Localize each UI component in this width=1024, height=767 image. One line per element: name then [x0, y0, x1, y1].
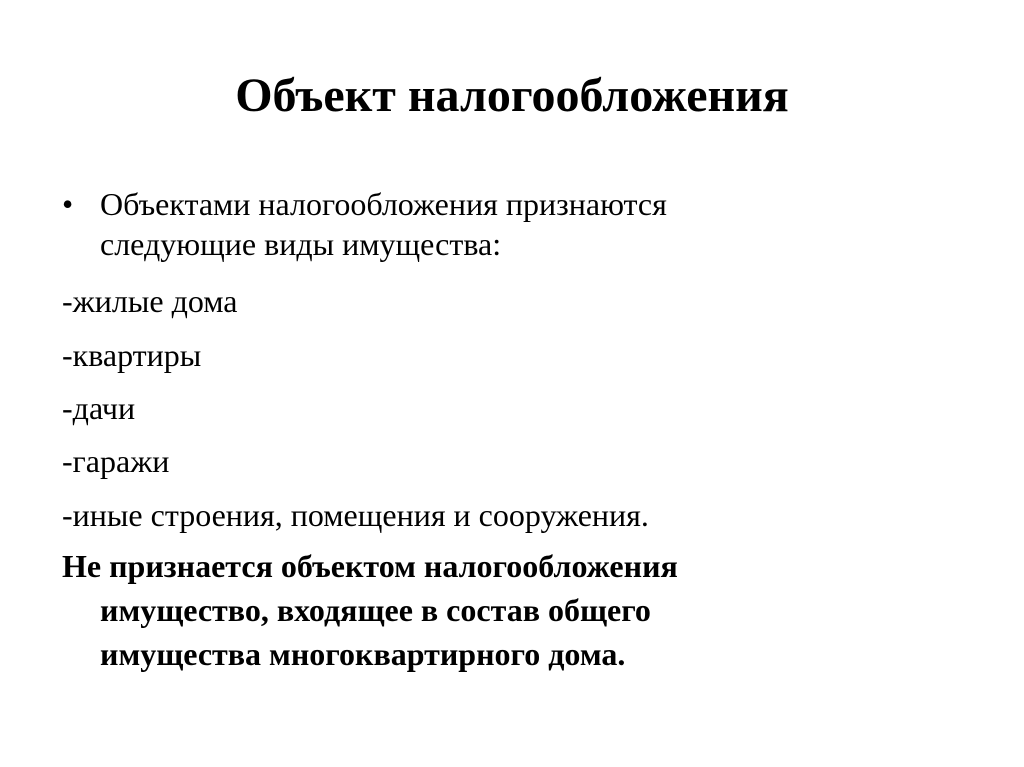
exclusion-note-line-1: Не признается объектом налогообложения [62, 548, 678, 584]
bullet-text-line-2: следующие виды имущества: [100, 226, 502, 262]
exclusion-note [62, 544, 962, 676]
bullet-marker: • [62, 186, 74, 222]
slide-title: Объект налогообложения [235, 69, 789, 122]
list-item-garages: -гаражи [62, 443, 170, 479]
list-item-dachas: -дачи [62, 390, 136, 426]
bullet-text [100, 184, 960, 264]
exclusion-note-line-2: имущество, входящее в состав общего [100, 592, 651, 628]
list-item-apartments: -квартиры [62, 337, 202, 373]
exclusion-note-line-3: имущества многоквартирного дома. [100, 636, 626, 672]
bullet-text-line-1: Объектами налогообложения признаются [100, 186, 667, 222]
list-item-other-structures: -иные строения, помещения и сооружения. [62, 497, 649, 533]
list-item-residential-houses: -жилые дома [62, 283, 238, 319]
